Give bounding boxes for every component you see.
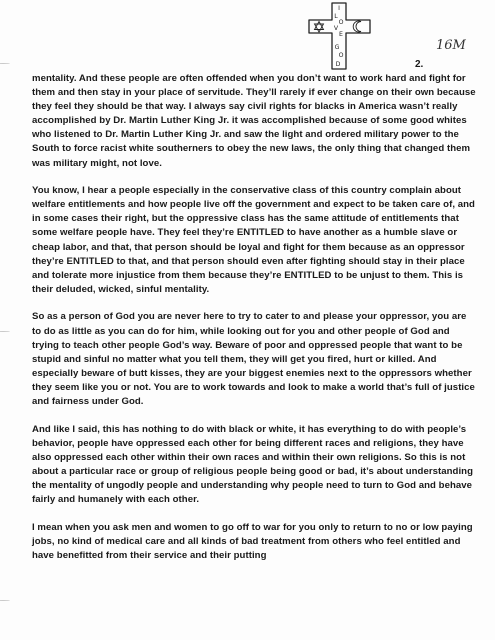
cross-letter: I (338, 5, 340, 12)
hand-drawn-cross (308, 2, 372, 70)
punch-hole-mark (0, 331, 10, 333)
crescent-moon-icon (353, 21, 361, 32)
paragraph: So as a person of God you are never here to try to cater to and please your oppressor, you are to do as little as you can do for him, while looking out for you and other people of God and trying to teach other people God’s way. Beware of poor and oppressed people that want to be stupid and sinful no matter what you tell them, they will get you fired, hurt or killed. And especially beware of butt kisses, they are your biggest enemies next to the oppressors whether they seem like you or not. You are to work towards and look to make a world that’s full of justice and fairness under God. (32, 311, 475, 407)
paragraph: I mean when you ask men and women to go off to war for you only to return to no or low paying jobs, no kind of medical care and all kinds of bad treatment from others who feel entitled and have benefitted from their service and their putting (32, 521, 473, 561)
punch-hole-mark (0, 600, 10, 602)
page-number: 2. (415, 59, 424, 70)
punch-hole-mark (0, 63, 10, 65)
paragraph: mentality. And these people are often offended when you don’t want to work hard and fight for them and then stay in your place of servitude. They’ll rarely if ever change on their own because they feel they should be that way. I always say civil rights for blacks in America wasn’t really accomplished by Dr. Martin Luther King Jr. it was accomplished because of some good whites who listened to Dr. Martin Luther King Jr. and saw the light and ordered military power to the South to force racist white southerners to obey the new laws, the only thing that changed them was military might, not love. (32, 73, 476, 169)
paragraph: And like I said, this has nothing to do with black or white, it has everything to do with people’s behavior, people have oppressed each other for being different races and religions, they have also oppressed each other within their own races and within their own religions. So this is not about a particular race or group of religious people being good or bad, it’s about understanding the mentality of ungodly people and understanding why people need to turn to God and behave fairly and humanely with each other. (32, 423, 473, 506)
paragraph: You know, I hear a people especially in the conservative class of this country complain about welfare entitlements and how people live off the government and expect to be taken care of, and in some cases their right, but the oppressive class has the same attitude of entitlements that some welfare people have. They feel they’re ENTITLED to have another as a humble slave or cheap labor, and that, that person should be loyal and fight for them because as an oppressor they’re ENTITLED to that, and that person should even after fighting should stay in their place and tolerate more injustice from them because they’re ENTITLED to be unjust to them. This is their deluded, wicked, sinful mentality. (32, 185, 475, 295)
handwritten-note: 16M (436, 38, 466, 53)
cross-letter: L (334, 13, 338, 20)
cross-letter: G (334, 44, 340, 51)
cross-letter: O (338, 52, 344, 59)
cross-letter: E (339, 31, 343, 38)
cross-letter: O (338, 19, 344, 26)
cross-letter: V (333, 25, 339, 32)
cross-letter: D (335, 61, 341, 68)
star-of-david-icon (315, 22, 324, 33)
body-text (32, 72, 477, 576)
